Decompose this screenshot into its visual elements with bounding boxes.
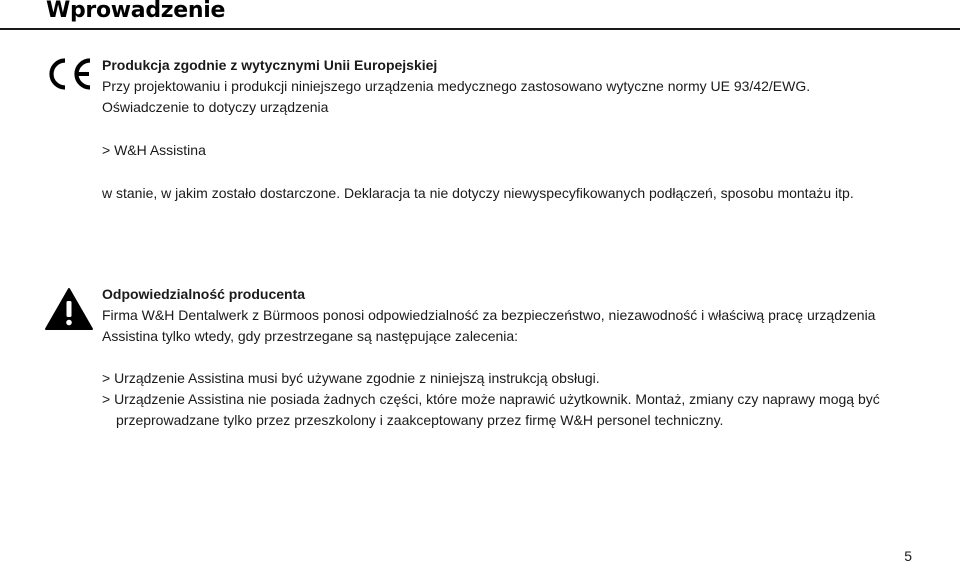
ce-heading: Produkcja zgodnie z wytycznymi Unii Europejskiej — [102, 57, 438, 73]
ce-mark-icon — [44, 57, 94, 91]
ce-text-line-3: w stanie, w jakim zostało dostarczone. Deklaracja ta nie dotyczy niewyspecyfikowanych podłączeń, sposobu montażu itp. — [102, 185, 854, 201]
ce-text-line-1: Przy projektowaniu i produkcji niniejszego urządzenia medycznego zastosowano wytyczne normy UE 93/42/EWG. — [102, 78, 811, 94]
title-divider — [0, 28, 960, 30]
ce-section — [102, 55, 920, 204]
ce-text-line-2: Oświadczenie to dotyczy urządzenia — [102, 99, 329, 115]
page-number: 5 — [904, 548, 912, 564]
liability-section — [102, 284, 920, 431]
liability-heading: Odpowiedzialność producenta — [102, 286, 306, 302]
liability-text-line-1: Firma W&H Dentalwerk z Bürmoos ponosi odpowiedzialność za bezpieczeństwo, niezawodność i właściwą pracę urządzenia — [102, 307, 876, 323]
list-item: > Urządzenie Assistina musi być używane zgodnie z niniejszą instrukcją obsługi. — [102, 370, 600, 386]
page-title: Wprowadzenie — [46, 0, 226, 23]
list-item: > Urządzenie Assistina nie posiada żadnych części, które może naprawić użytkownik. Montaż, zmiany czy naprawy mogą być przeprowadzane tylko przez przeszkolony i zaakceptowany przez firmę W&H personel techniczny. — [102, 391, 880, 428]
ce-device-name: > W&H Assistina — [102, 142, 206, 158]
recommendation-list — [102, 368, 920, 431]
warning-triangle-icon — [44, 287, 94, 331]
liability-text-line-2: Assistina tylko wtedy, gdy przestrzegane są następujące zalecenia: — [102, 328, 519, 344]
